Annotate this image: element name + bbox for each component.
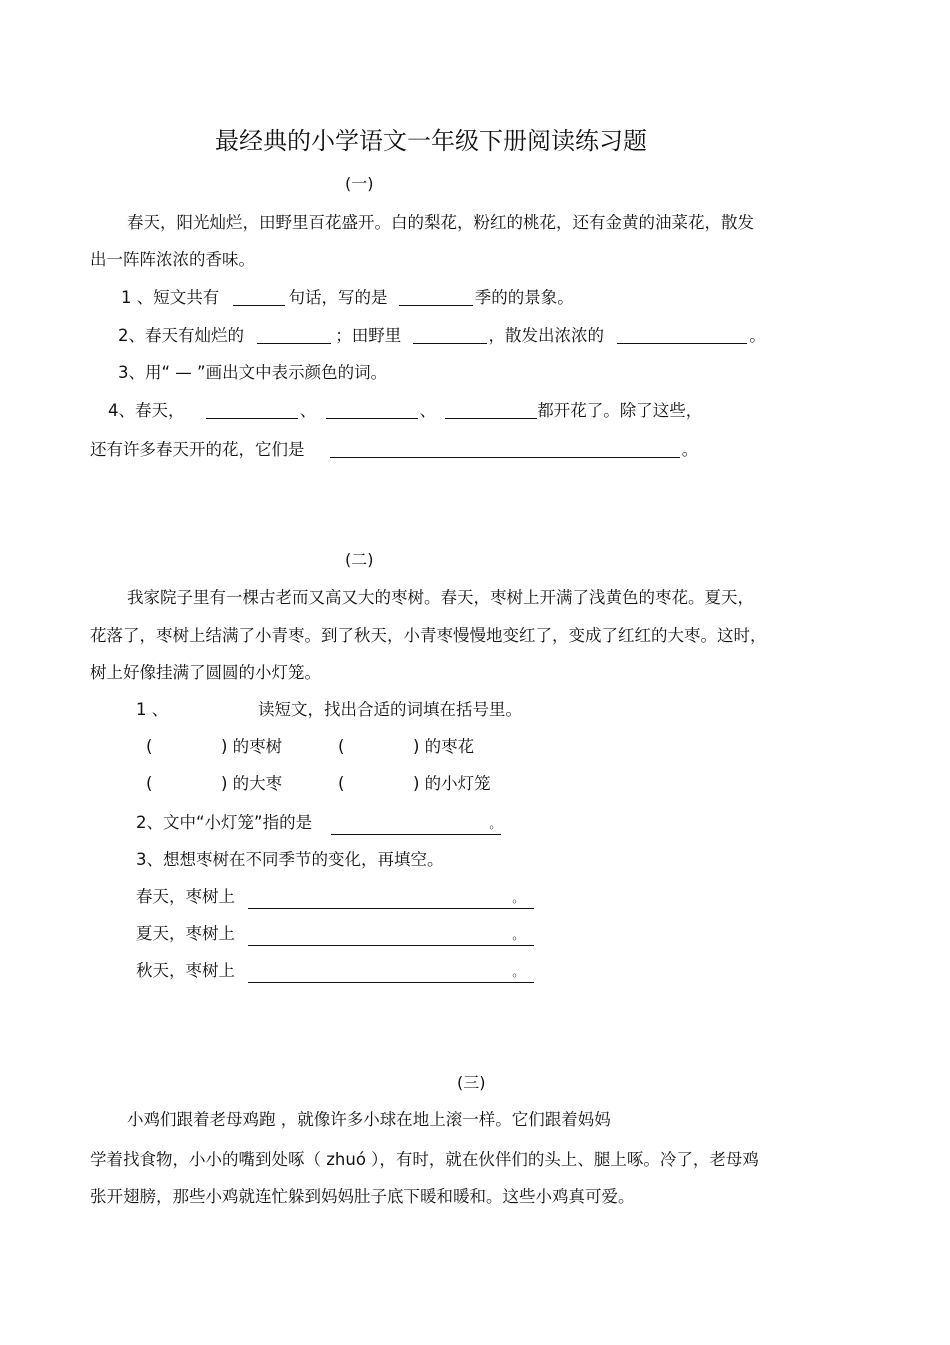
q2-text-c: ，散发出浓浓的	[488, 326, 604, 345]
q4-blank-3[interactable]	[445, 402, 537, 419]
section1-question4-line2	[90, 440, 698, 460]
spring-row	[136, 887, 534, 909]
section3-header: (三)	[457, 1073, 486, 1092]
q1-text-b: 句话，写的是	[288, 288, 388, 307]
q4-line2-text: 还有许多春天开的花，它们是	[90, 440, 305, 459]
q1-text-c: 季的的景象。	[474, 288, 574, 307]
paren-close: )	[412, 774, 420, 793]
q4-text-a: 4、春天，	[108, 401, 185, 420]
paren-open: (	[146, 774, 153, 793]
section2-question2	[136, 813, 501, 835]
q2-blank-3[interactable]	[617, 327, 747, 344]
q2-lantern-text: 2、文中“小灯笼”指的是	[136, 813, 313, 832]
q2-text-a: 2、春天有灿烂的	[118, 326, 244, 345]
fill-row1-left	[146, 737, 282, 757]
spring-period: 。	[512, 891, 525, 905]
summer-label: 夏天，枣树上	[136, 924, 235, 943]
autumn-label: 秋天，枣树上	[136, 961, 235, 980]
q1-blank-season[interactable]	[399, 289, 473, 306]
q4-blank-1[interactable]	[206, 402, 298, 419]
q4-sep-2: 、	[419, 401, 436, 420]
q4-blank-other-flowers[interactable]	[330, 441, 680, 458]
summer-blank[interactable]	[248, 924, 534, 946]
section1-question1	[121, 288, 574, 308]
q4-text-b: 都开花了。除了这些，	[537, 401, 703, 420]
section2-passage-line2: 花落了，枣树上结满了小青枣。到了秋天，小青枣慢慢地变红了，变成了红红的大枣。这时，	[90, 626, 767, 645]
section3-passage-line2: 学着找食物，小小的嘴到处啄（ zhuó ），有时，就在伙伴们的头上、腿上啄。冷了，老母鸡	[90, 1150, 759, 1169]
q2-text-d: 。	[749, 326, 766, 345]
paren-close: )	[412, 737, 420, 756]
q2-blank-2[interactable]	[413, 327, 487, 344]
fill1-text: 的枣树	[232, 737, 283, 756]
fill4-text: 的小灯笼	[424, 774, 491, 793]
fill3-text: 的大枣	[232, 774, 283, 793]
q1-blank-sentences[interactable]	[233, 289, 285, 306]
q4-blank-2[interactable]	[326, 402, 418, 419]
q4-sep-1: 、	[299, 401, 317, 420]
paren-open: (	[338, 774, 345, 793]
autumn-period: 。	[512, 965, 525, 979]
section1-question3: 3、用“ — ”画出文中表示颜色的词。	[118, 363, 388, 382]
spring-blank[interactable]	[248, 887, 534, 909]
paren-open: (	[338, 737, 345, 756]
paren-close: )	[220, 774, 228, 793]
fill-row2-right	[338, 774, 491, 794]
section1-question4	[108, 401, 702, 421]
section1-header: (一)	[345, 174, 374, 193]
section2-passage-line3: 树上好像挂满了圆圆的小灯笼。	[90, 663, 321, 682]
spring-label: 春天，枣树上	[136, 887, 235, 906]
fill-row2-left	[146, 774, 282, 794]
q2-lantern-blank[interactable]	[331, 813, 501, 835]
section1-passage-line1: 春天，阳光灿烂，田野里百花盛开。白的梨花，粉红的桃花，还有金黄的油菜花，散发	[127, 213, 754, 232]
autumn-blank[interactable]	[248, 961, 534, 983]
autumn-row	[136, 961, 534, 983]
q2-text-b: ；田野里	[335, 326, 402, 345]
page-title: 最经典的小学语文一年级下册阅读练习题	[215, 127, 647, 155]
section2-passage-line1: 我家院子里有一棵古老而又高又大的枣树。春天，枣树上开满了浅黄色的枣花。夏天，	[127, 588, 754, 607]
q1-text-a: 1 、短文共有	[121, 288, 220, 307]
fill2-text: 的枣花	[424, 737, 475, 756]
q4-end: 。	[681, 440, 699, 459]
section3-passage-line1: 小鸡们跟着老母鸡跑 ，就像许多小球在地上滚一样。它们跟着妈妈	[127, 1110, 611, 1129]
section2-question3: 3、想想枣树在不同季节的变化，再填空。	[136, 850, 444, 869]
summer-row	[136, 924, 534, 946]
section1-question2	[118, 326, 766, 346]
q2-blank-1[interactable]	[257, 327, 331, 344]
q2-lantern-period: 。	[489, 817, 502, 831]
section2-header: (二)	[345, 550, 374, 569]
summer-period: 。	[512, 928, 525, 942]
paren-close: )	[220, 737, 228, 756]
fill-row1-right	[338, 737, 474, 757]
section3-passage-line3: 张开翅膀，那些小鸡就连忙躲到妈妈肚子底下暖和暖和。这些小鸡真可爱。	[90, 1187, 635, 1206]
section1-passage-line2: 出一阵阵浓浓的香味。	[90, 250, 255, 269]
paren-open: (	[146, 737, 153, 756]
section2-question1-text: 读短文，找出合适的词填在括号里。	[258, 700, 522, 719]
section2-question1-number: 1 、	[136, 700, 169, 719]
